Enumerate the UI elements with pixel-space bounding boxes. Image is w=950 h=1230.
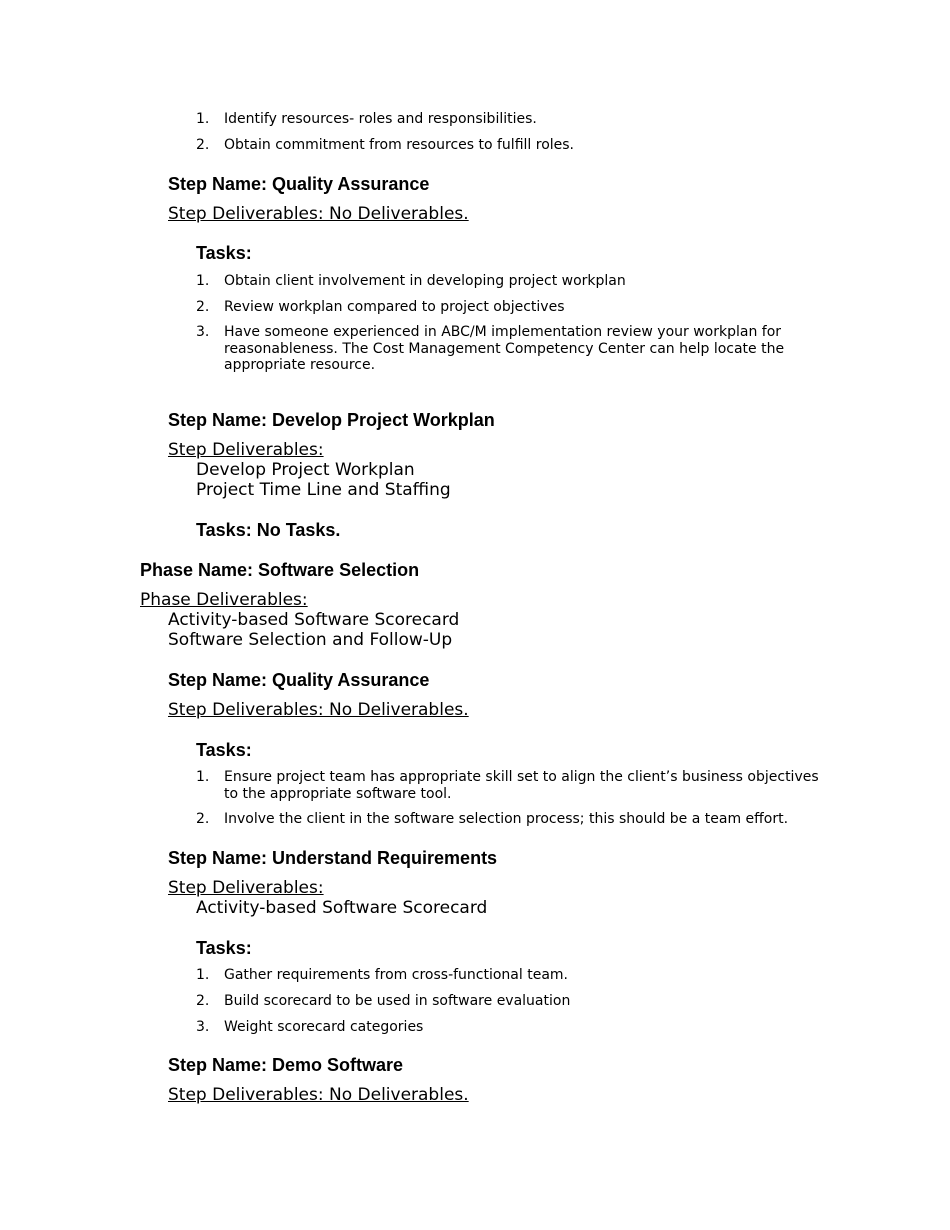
- step-deliverables: Step Deliverables: No Deliverables.: [168, 1085, 469, 1105]
- step-deliverables: Step Deliverables: No Deliverables.: [168, 204, 469, 224]
- step-title: Step Name: Demo Software: [168, 1055, 404, 1075]
- step-title: Step Name: Quality Assurance: [168, 174, 430, 194]
- phase-deliverables-label: Phase Deliverables:: [140, 590, 308, 610]
- tasks-heading: Tasks:: [196, 740, 252, 760]
- deliverable-item: Activity-based Software Scorecard: [196, 898, 488, 918]
- tasks-heading: Tasks:: [196, 938, 252, 958]
- step-deliverables: Step Deliverables: No Deliverables.: [168, 700, 469, 720]
- deliverable-item: Project Time Line and Staffing: [196, 480, 451, 500]
- phase-title: Phase Name: Software Selection: [140, 560, 420, 580]
- deliverable-item: Activity-based Software Scorecard: [168, 610, 460, 630]
- deliverable-item: Develop Project Workplan: [196, 460, 415, 480]
- step-deliverables-label: Step Deliverables:: [168, 440, 324, 460]
- step-deliverables-label: Step Deliverables:: [168, 878, 324, 898]
- tasks-heading: Tasks:: [196, 243, 252, 263]
- tasks-heading: Tasks: No Tasks.: [196, 520, 341, 540]
- step-title: Step Name: Develop Project Workplan: [168, 410, 495, 430]
- step-title: Step Name: Understand Requirements: [168, 848, 498, 868]
- deliverable-item: Software Selection and Follow-Up: [168, 630, 453, 650]
- step-title: Step Name: Quality Assurance: [168, 670, 430, 690]
